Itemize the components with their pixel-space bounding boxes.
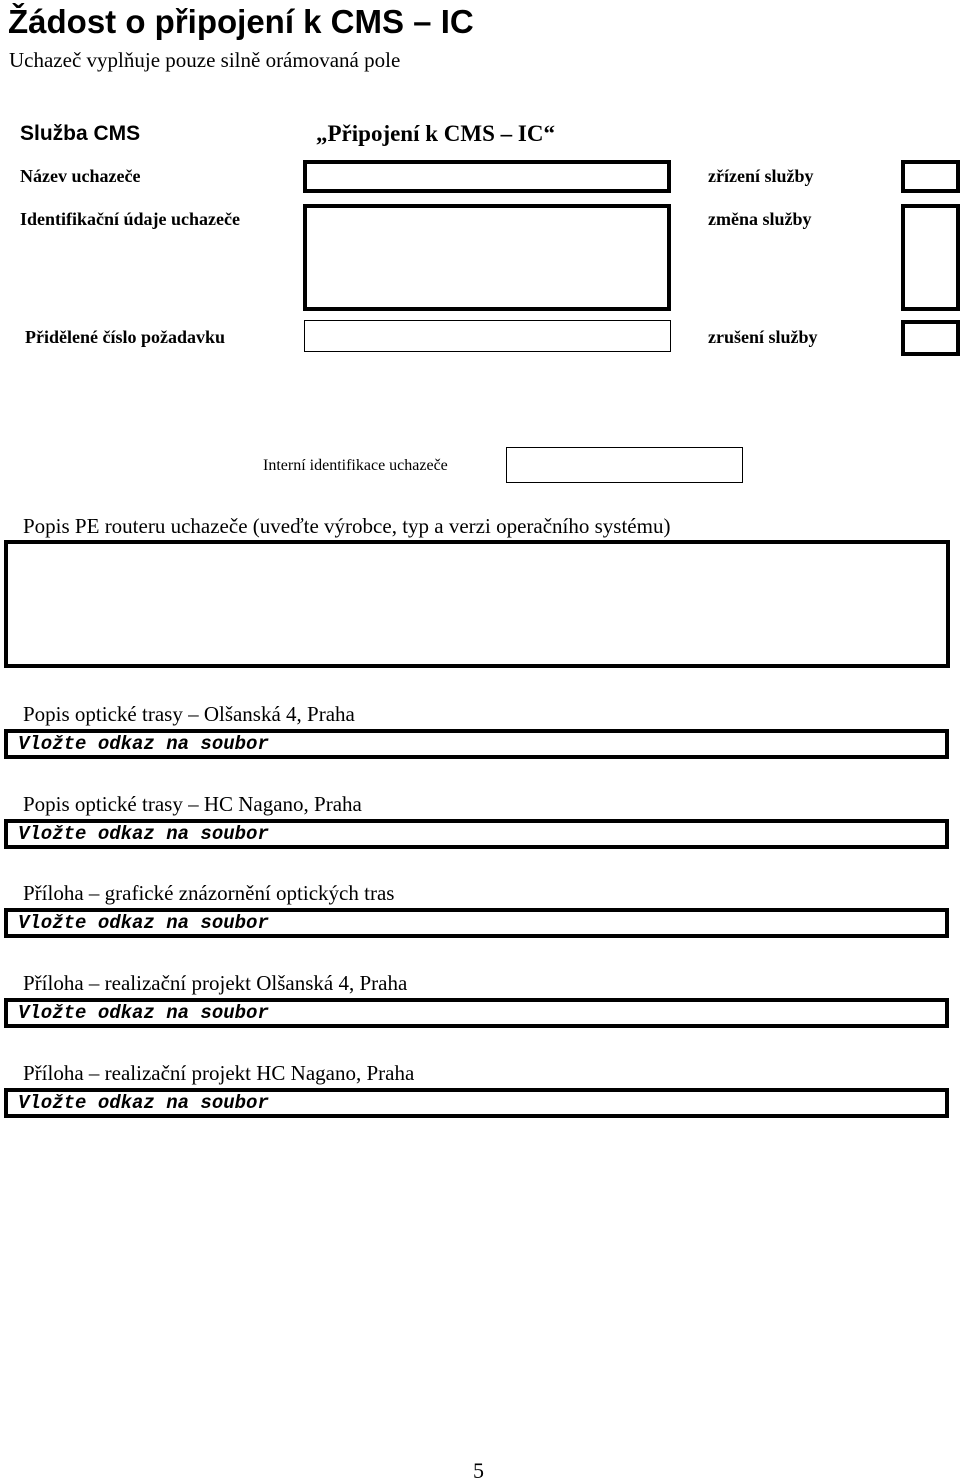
attachment-link-field[interactable] bbox=[4, 819, 949, 849]
applicant-name-label: Název uchazeče bbox=[20, 166, 141, 186]
attachment-link-field[interactable] bbox=[4, 729, 949, 759]
attachment-label: Příloha – realizační projekt HC Nagano, Praha bbox=[23, 1061, 415, 1085]
router-field[interactable] bbox=[4, 540, 950, 668]
option-setup-label: zřízení služby bbox=[708, 166, 814, 186]
attachment-link-placeholder: Vložte odkaz na soubor bbox=[18, 733, 269, 755]
attachment-link-field[interactable] bbox=[4, 998, 949, 1028]
attachment-label: Popis optické trasy – HC Nagano, Praha bbox=[23, 792, 362, 816]
request-number-label: Přidělené číslo požadavku bbox=[25, 327, 226, 347]
attachment-link-field[interactable] bbox=[4, 908, 949, 938]
attachment-link-placeholder: Vložte odkaz na soubor bbox=[18, 912, 269, 934]
attachment-label: Příloha – grafické znázornění optických tras bbox=[23, 881, 395, 905]
page-number: 5 bbox=[473, 1458, 484, 1483]
internal-id-label: Interní identifikace uchazeče bbox=[263, 457, 448, 474]
service-value: „Připojení k CMS – IC“ bbox=[316, 121, 555, 146]
service-label: Služba CMS bbox=[20, 122, 141, 145]
option-cancel-checkbox[interactable] bbox=[901, 320, 960, 356]
page-subtitle: Uchazeč vyplňuje pouze silně orámovaná pole bbox=[9, 48, 401, 72]
internal-id-field[interactable] bbox=[506, 447, 743, 483]
option-change-label: změna služby bbox=[708, 209, 812, 229]
option-setup-checkbox[interactable] bbox=[901, 160, 960, 193]
attachment-link-placeholder: Vložte odkaz na soubor bbox=[18, 1002, 269, 1024]
attachment-link-placeholder: Vložte odkaz na soubor bbox=[18, 823, 269, 845]
option-cancel-label: zrušení služby bbox=[708, 327, 818, 347]
applicant-name-field[interactable] bbox=[303, 160, 671, 193]
page-title: Žádost o připojení k CMS – IC bbox=[8, 3, 474, 40]
applicant-id-field[interactable] bbox=[303, 204, 671, 311]
attachment-label: Popis optické trasy – Olšanská 4, Praha bbox=[23, 702, 355, 726]
attachment-label: Příloha – realizační projekt Olšanská 4, Praha bbox=[23, 971, 408, 995]
applicant-id-label: Identifikační údaje uchazeče bbox=[20, 209, 240, 229]
request-number-field bbox=[304, 320, 671, 352]
attachment-link-placeholder: Vložte odkaz na soubor bbox=[18, 1092, 269, 1114]
router-label: Popis PE routeru uchazeče (uveďte výrobce, typ a verzi operačního systému) bbox=[23, 514, 671, 538]
option-change-checkbox[interactable] bbox=[901, 204, 960, 311]
attachment-link-field[interactable] bbox=[4, 1088, 949, 1118]
